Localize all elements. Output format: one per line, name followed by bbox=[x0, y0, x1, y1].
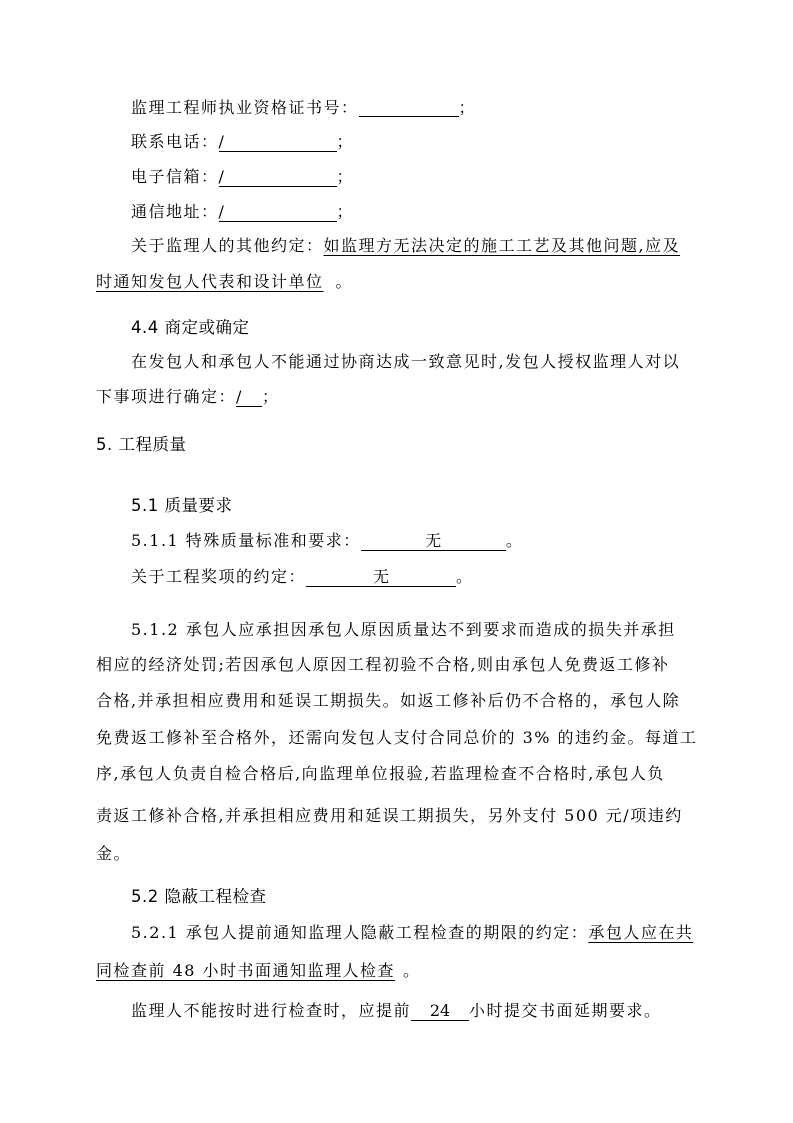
item-5-2-1-value: 承包人应在共 bbox=[588, 923, 694, 942]
other-agreement-value: 如监理方无法决定的施工工艺及其他问题,应及 bbox=[323, 236, 681, 255]
item-5-1-1-label: 5.1.1 特殊质量标准和要求： bbox=[131, 531, 361, 550]
email-field: / bbox=[219, 169, 337, 187]
item-5-1-2-line-3: 合格,并承担相应费用和延误工期损失。如返工修补后仍不合格的，承包人除 bbox=[96, 691, 681, 710]
section-5-heading: 5. 工程质量 bbox=[96, 435, 187, 454]
item-5-1-2-line-7: 金。 bbox=[96, 844, 132, 863]
award-label: 关于工程奖项的约定： bbox=[131, 567, 307, 586]
special-quality-field: 无 bbox=[361, 533, 506, 551]
other-agreement-line-1 bbox=[131, 238, 680, 254]
address-line: 通信地址：/ ； bbox=[131, 202, 355, 221]
other-agreement-label: 关于监理人的其他约定： bbox=[131, 236, 324, 255]
award-line: 关于工程奖项的约定： 无 。 bbox=[131, 567, 474, 586]
cert-label: 监理工程师执业资格证书号： bbox=[131, 98, 359, 117]
item-5-1-2-line-1: 5.1.2 承包人应承担因承包人原因质量达不到要求而造成的损失并承担 bbox=[131, 620, 676, 639]
item-5-2-1-line-1 bbox=[131, 925, 693, 941]
cert-field bbox=[359, 99, 459, 117]
section-4-4-para-line-2: 下事项进行确定：/ ； bbox=[96, 387, 280, 406]
address-field: / bbox=[219, 204, 337, 222]
cert-line: 监理工程师执业资格证书号： ； bbox=[131, 98, 477, 117]
award-field: 无 bbox=[306, 569, 456, 587]
phone-field: / bbox=[219, 134, 337, 152]
delay-line bbox=[131, 1003, 662, 1021]
other-agreement-line-2: 时通知发包人代表和设计单位 。 bbox=[96, 272, 354, 291]
item-5-1-1: 5.1.1 特殊质量标准和要求： 无 。 bbox=[131, 531, 524, 550]
other-agreement-value-cont: 时通知发包人代表和设计单位 bbox=[96, 272, 324, 291]
item-5-2-1-line-2: 同检查前 48 小时书面通知监理人检查 。 bbox=[96, 961, 421, 980]
section-5-1-heading: 5.1 质量要求 bbox=[131, 496, 233, 515]
delay-hours-field: 24 bbox=[411, 1003, 469, 1021]
email-line: 电子信箱：/ ； bbox=[131, 167, 355, 186]
phone-label: 联系电话： bbox=[131, 132, 219, 151]
item-5-2-1-label: 5.2.1 承包人提前通知监理人隐蔽工程检查的期限的约定： bbox=[131, 923, 589, 942]
section-4-4-para-line-1: 在发包人和承包人不能通过协商达成一致意见时,发包人授权监理人对以 bbox=[131, 352, 681, 371]
address-label: 通信地址： bbox=[131, 202, 219, 221]
phone-line: 联系电话：/ ； bbox=[131, 132, 355, 151]
section-5-2-heading: 5.2 隐蔽工程检查 bbox=[131, 887, 267, 906]
delay-prefix: 监理人不能按时进行检查时，应提前 bbox=[131, 1001, 412, 1020]
item-5-1-2-line-6: 责返工修补合格,并承担相应费用和延误工期损失，另外支付 500 元/项违约 bbox=[96, 806, 683, 825]
section-4-4-heading: 4.4 商定或确定 bbox=[131, 318, 250, 337]
item-5-1-2-line-4: 免费返工修补至合格外，还需向发包人支付合同总价的 3% 的违约金。每道工 bbox=[96, 728, 698, 747]
item-5-1-2-line-5: 序,承包人负责自检合格后,向监理单位报验,若监理检查不合格时,承包人负 bbox=[96, 764, 665, 783]
delay-suffix: 小时提交书面延期要求。 bbox=[469, 1001, 662, 1020]
confirm-matters-field: / bbox=[236, 389, 262, 407]
item-5-1-2-line-2: 相应的经济处罚;若因承包人原因工程初验不合格,则由承包人免费返工修补 bbox=[96, 655, 670, 674]
email-label: 电子信箱： bbox=[131, 167, 219, 186]
item-5-2-1-value-cont: 同检查前 48 小时书面通知监理人检查 bbox=[96, 961, 396, 980]
